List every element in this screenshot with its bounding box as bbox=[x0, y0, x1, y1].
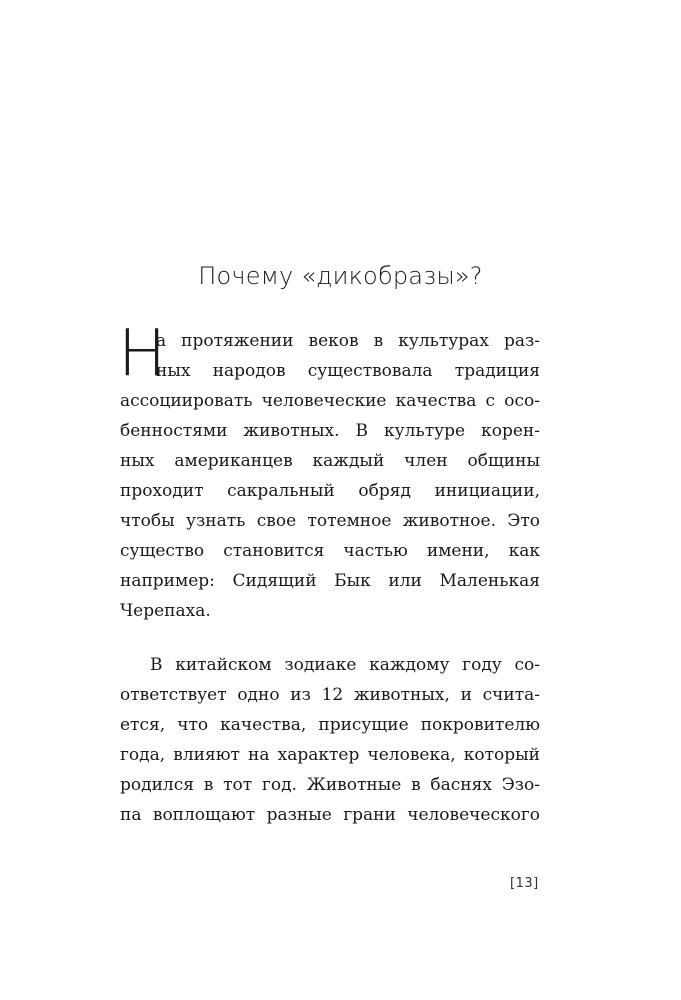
text-line: например: Сидящий Бык или Маленькая bbox=[120, 571, 540, 591]
text-line: В китайском зодиаке каждому году со- bbox=[150, 655, 540, 675]
text-line: проходит сакральный обряд инициации, bbox=[120, 481, 540, 501]
text-line: ется, что качества, присущие покровителю bbox=[120, 715, 540, 735]
text-line: ответствует одно из 12 животных, и счита- bbox=[120, 685, 540, 705]
text-line: существо становится частью имени, как bbox=[120, 541, 540, 561]
text-line: ных американцев каждый член общины bbox=[120, 451, 540, 471]
text-line: ных народов существовала традиция bbox=[156, 361, 540, 381]
text-line: родился в тот год. Животные в баснях Эзо- bbox=[120, 775, 540, 795]
text-line: а протяжении веков в культурах раз- bbox=[156, 331, 540, 351]
text-line: Черепаха. bbox=[120, 601, 211, 621]
chapter-title: Почему «дикобразы»? bbox=[198, 262, 483, 290]
text-line: ассоциировать человеческие качества с осо- bbox=[120, 391, 540, 411]
text-line: па воплощают разные грани человеческого bbox=[120, 805, 540, 825]
text-line: года, влияют на характер человека, который bbox=[120, 745, 540, 765]
page-number: [13] bbox=[510, 876, 539, 891]
text-line: чтобы узнать свое тотемное животное. Это bbox=[120, 511, 540, 531]
text-line: бенностями животных. В культуре корен- bbox=[120, 421, 540, 441]
drop-cap: Н bbox=[118, 317, 167, 391]
